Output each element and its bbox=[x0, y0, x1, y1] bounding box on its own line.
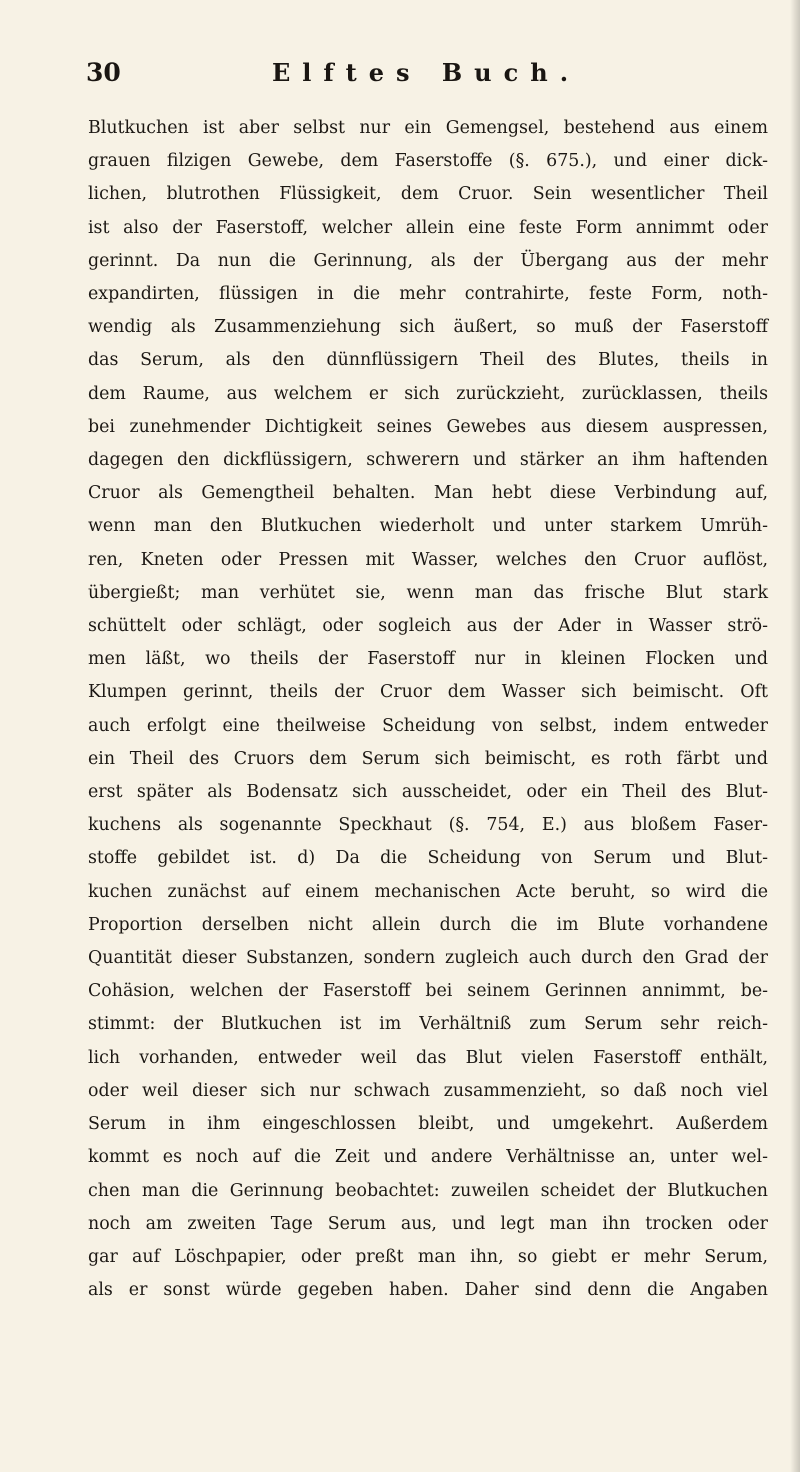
text-line: grauen filzigen Gewebe, dem Faserstoffe (§. 675.), und einer dick- bbox=[88, 151, 768, 172]
text-line: Cruor als Gemengtheil behalten. Man hebt diese Verbindung auf, bbox=[88, 483, 768, 504]
text-line: lichen, blutrothen Flüssigkeit, dem Cruor. Sein wesentlicher Theil bbox=[88, 184, 768, 205]
text-line: wenn man den Blutkuchen wiederholt und unter starkem Umrüh- bbox=[88, 516, 768, 537]
body-text bbox=[88, 112, 768, 1307]
text-line: Cohäsion, welchen der Faserstoff bei seinem Gerinnen annimmt, be- bbox=[88, 981, 768, 1002]
text-line: kommt es noch auf die Zeit und andere Verhältnisse an, unter wel- bbox=[88, 1147, 768, 1168]
text-line: ist also der Faserstoff, welcher allein eine feste Form annimmt oder bbox=[88, 217, 768, 238]
text-line: übergießt; man verhütet sie, wenn man das frische Blut stark bbox=[88, 582, 768, 603]
text-line: Proportion derselben nicht allein durch die im Blute vorhandene bbox=[88, 914, 768, 935]
text-line: Blutkuchen ist aber selbst nur ein Gemengsel, bestehend aus einem bbox=[88, 118, 768, 138]
text-line: bei zunehmender Dichtigkeit seines Gewebes aus diesem auspressen, bbox=[88, 416, 768, 437]
text-line: dagegen den dickflüssigern, schwerern und stärker an ihm haftenden bbox=[88, 450, 768, 471]
text-line: stimmt: der Blutkuchen ist im Verhältniß zum Serum sehr reich- bbox=[88, 1014, 768, 1035]
text-line: erst später als Bodensatz sich ausscheidet, oder ein Theil des Blut- bbox=[88, 782, 768, 803]
page-edge-shadow bbox=[790, 0, 800, 1472]
running-head: Elftes Buch. bbox=[271, 58, 581, 87]
text-line: chen man die Gerinnung beobachtet: zuweilen scheidet der Blutkuchen bbox=[88, 1180, 768, 1201]
text-line: noch am zweiten Tage Serum aus, und legt man ihn trocken oder bbox=[88, 1213, 768, 1234]
text-line: auch erfolgt eine theilweise Scheidung von selbst, indem entweder bbox=[88, 715, 768, 736]
text-line: als er sonst würde gegeben haben. Daher sind denn die Angaben bbox=[88, 1280, 768, 1301]
text-line: ein Theil des Cruors dem Serum sich beimischt, es roth färbt und bbox=[88, 748, 768, 769]
text-line: kuchen zunächst auf einem mechanischen Acte beruht, so wird die bbox=[88, 881, 768, 902]
page-header bbox=[86, 58, 766, 98]
text-line: dem Raume, aus welchem er sich zurückzieht, zurücklassen, theils bbox=[88, 383, 768, 404]
text-line: lich vorhanden, entweder weil das Blut vielen Faserstoff enthält, bbox=[88, 1047, 768, 1068]
text-line: Klumpen gerinnt, theils der Cruor dem Wasser sich beimischt. Oft bbox=[88, 682, 768, 703]
text-line: gar auf Löschpapier, oder preßt man ihn, so giebt er mehr Serum, bbox=[88, 1246, 768, 1267]
text-line: wendig als Zusammenziehung sich äußert, so muß der Faserstoff bbox=[88, 317, 768, 338]
text-line: expandirten, flüssigen in die mehr contrahirte, feste Form, noth- bbox=[88, 284, 768, 305]
text-line: oder weil dieser sich nur schwach zusammenzieht, so daß noch viel bbox=[88, 1080, 768, 1101]
text-line: kuchens als sogenannte Speckhaut (§. 754, E.) aus bloßem Faser- bbox=[88, 815, 768, 836]
text-line: Quantität dieser Substanzen, sondern zugleich auch durch den Grad der bbox=[88, 948, 768, 969]
text-line: das Serum, als den dünnflüssigern Theil des Blutes, theils in bbox=[88, 350, 768, 371]
page-number: 30 bbox=[86, 58, 121, 87]
text-line: Serum in ihm eingeschlossen bleibt, und umgekehrt. Außerdem bbox=[88, 1114, 768, 1135]
text-line: men läßt, wo theils der Faserstoff nur in kleinen Flocken und bbox=[88, 649, 768, 670]
text-line: ren, Kneten oder Pressen mit Wasser, welches den Cruor auflöst, bbox=[88, 549, 768, 570]
text-line: schüttelt oder schlägt, oder sogleich aus der Ader in Wasser strö- bbox=[88, 616, 768, 637]
text-line: stoffe gebildet ist. d) Da die Scheidung von Serum und Blut- bbox=[88, 848, 768, 869]
text-line: gerinnt. Da nun die Gerinnung, als der Übergang aus der mehr bbox=[88, 250, 768, 271]
